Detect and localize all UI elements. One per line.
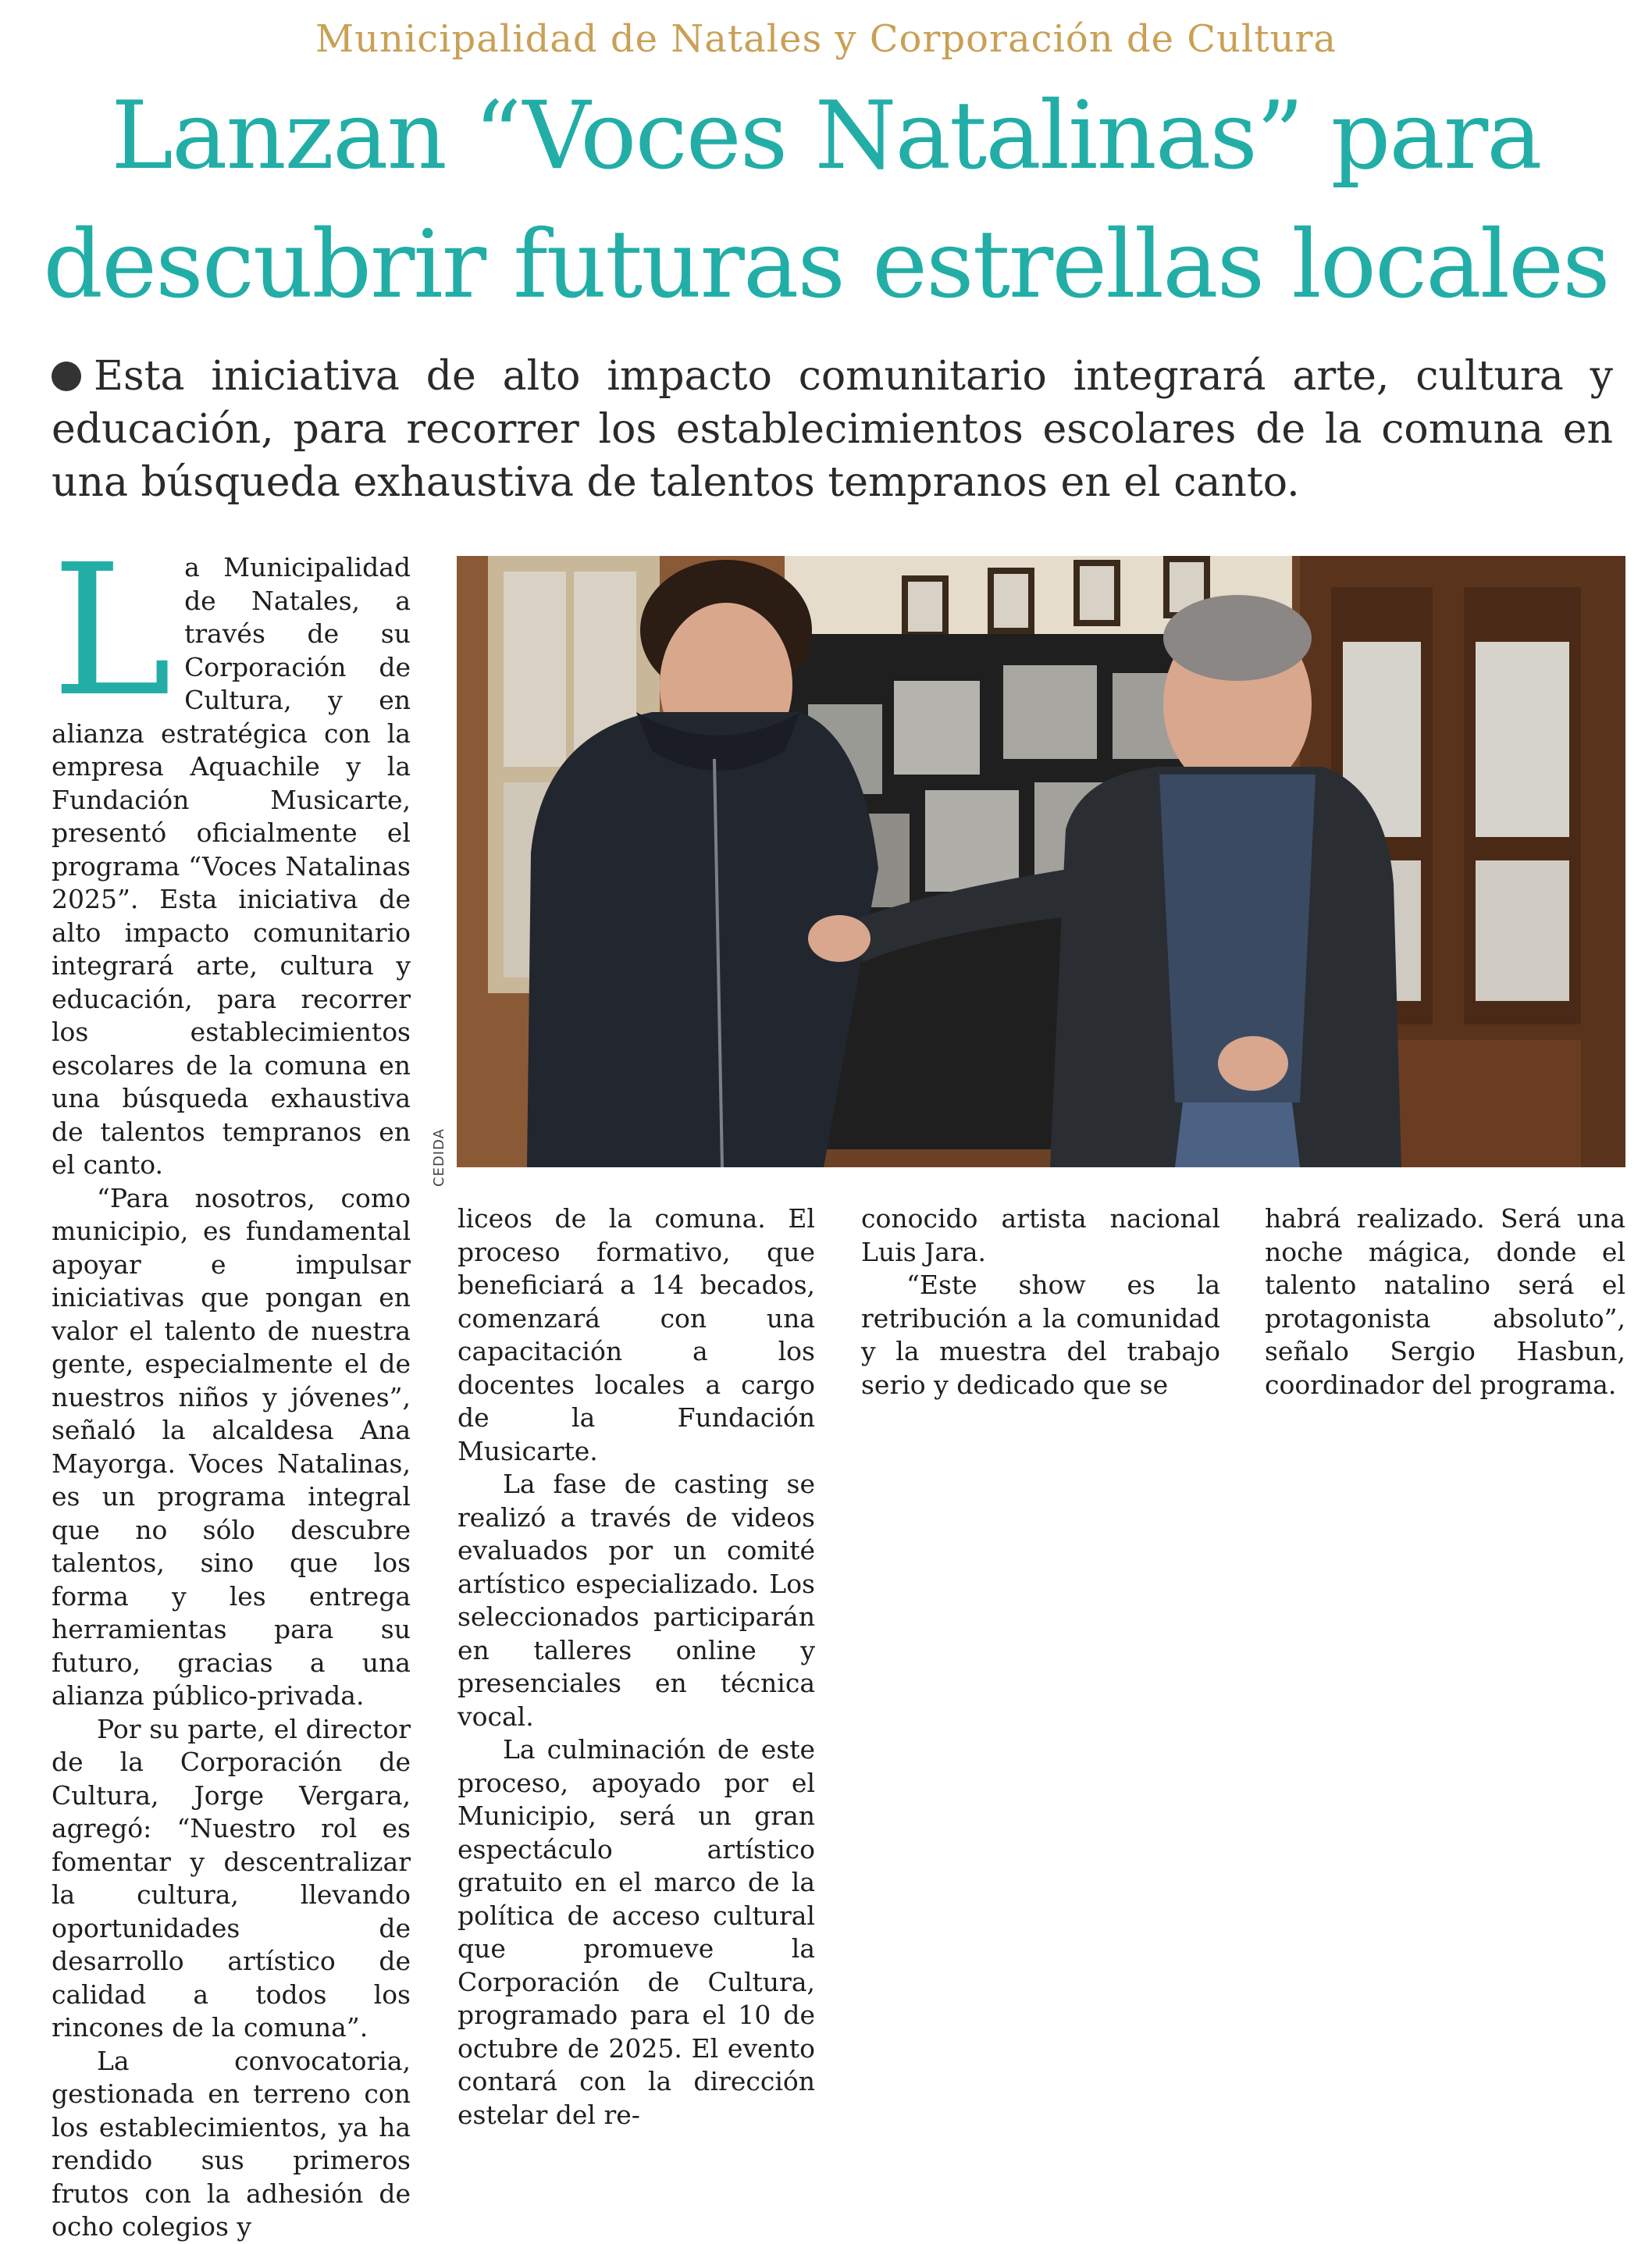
paragraph: a Municipalidad de Natales, a través de su Corporación de Cultura, y en alianza estratégica con la empresa Aquachile y la Fundación Musicarte, presentó oficialmente el programa “Voces Natalinas 2025”. Esta iniciativa de alto impacto comunitario integrará arte, cultura y educación, para recorrer los establecimientos escolares de la comuna en una búsqueda exhaustiva de talentos tempranos en el canto. xyxy=(52,552,411,1180)
photo-credit: CEDIDA xyxy=(431,1128,447,1187)
paragraph: liceos de la comuna. El proceso formativo, que beneficiará a 14 becados, comenzará con una capacitación a los docentes locales a cargo de la Fundación Musicarte. xyxy=(458,1203,815,1466)
headline-line-2: descubrir futuras estrellas locales xyxy=(43,211,1609,319)
article-column-1 xyxy=(52,525,411,2244)
photo-two-men-in-museum-room xyxy=(457,556,1625,1167)
bullet-icon xyxy=(52,362,81,391)
paragraph: “Este show es la retribución a la comunidad y la muestra del trabajo serio y dedicado que se xyxy=(861,1270,1220,1400)
paragraph: La convocatoria, gestionada en terreno con los establecimientos, ya ha rendido sus primeros frutos con la adhesión de ocho colegios y xyxy=(52,2045,411,2242)
headline-line-1: Lanzan “Voces Natalinas” para xyxy=(111,82,1541,191)
article-photo xyxy=(457,556,1625,1167)
paragraph: La fase de casting se realizó a través de videos evaluados por un comité artístico especializado. Los seleccionados participarán en talleres online y presenciales en técnica vocal. xyxy=(458,1469,815,1732)
drop-cap: L xyxy=(52,525,173,736)
paragraph: conocido artista nacional Luis Jara. xyxy=(861,1203,1220,1267)
article-column-4 xyxy=(1265,1202,1625,1402)
paragraph: “Para nosotros, como municipio, es fundamental apoyar e impulsar iniciativas que pongan en valor el talento de nuestra gente, especialmente el de nuestros niños y jóvenes”, señaló la alcaldesa Ana Mayorga. Voces Natalinas, es un programa integral que no sólo descubre talentos, sino que los forma y les entrega herramientas para su futuro, gracias a una alianza público-privada. xyxy=(52,1182,411,1711)
article-column-2 xyxy=(458,1202,815,2132)
summary-lead xyxy=(52,350,1613,509)
kicker: Municipalidad de Natales y Corporación de Cultura xyxy=(315,17,1337,61)
paragraph: Por su parte, el director de la Corporación de Cultura, Jorge Vergara, agregó: “Nuestro rol es fomentar y descentralizar la cultura, llevando oportunidades de desarrollo artístico de calidad a todos los rincones de la comuna”. xyxy=(52,1713,411,2043)
paragraph: La culminación de este proceso, apoyado por el Municipio, será un gran espectáculo artístico gratuito en el marco de la política de acceso cultural que promueve la Corporación de Cultura, programado para el 10 de octubre de 2025. El evento contará con la dirección estelar del re- xyxy=(458,1734,815,2130)
article-column-3 xyxy=(861,1202,1220,1402)
paragraph: habrá realizado. Será una noche mágica, donde el talento natalino será el protagonista absoluto”, señalo Sergio Hasbun, coordinador del programa. xyxy=(1265,1203,1625,1400)
headline xyxy=(0,72,1652,329)
summary-text: Esta iniciativa de alto impacto comunitario integrará arte, cultura y educación, para recorrer los establecimientos escolares de la comuna en una búsqueda exhaustiva de talentos tempranos en el canto. xyxy=(52,353,1613,506)
